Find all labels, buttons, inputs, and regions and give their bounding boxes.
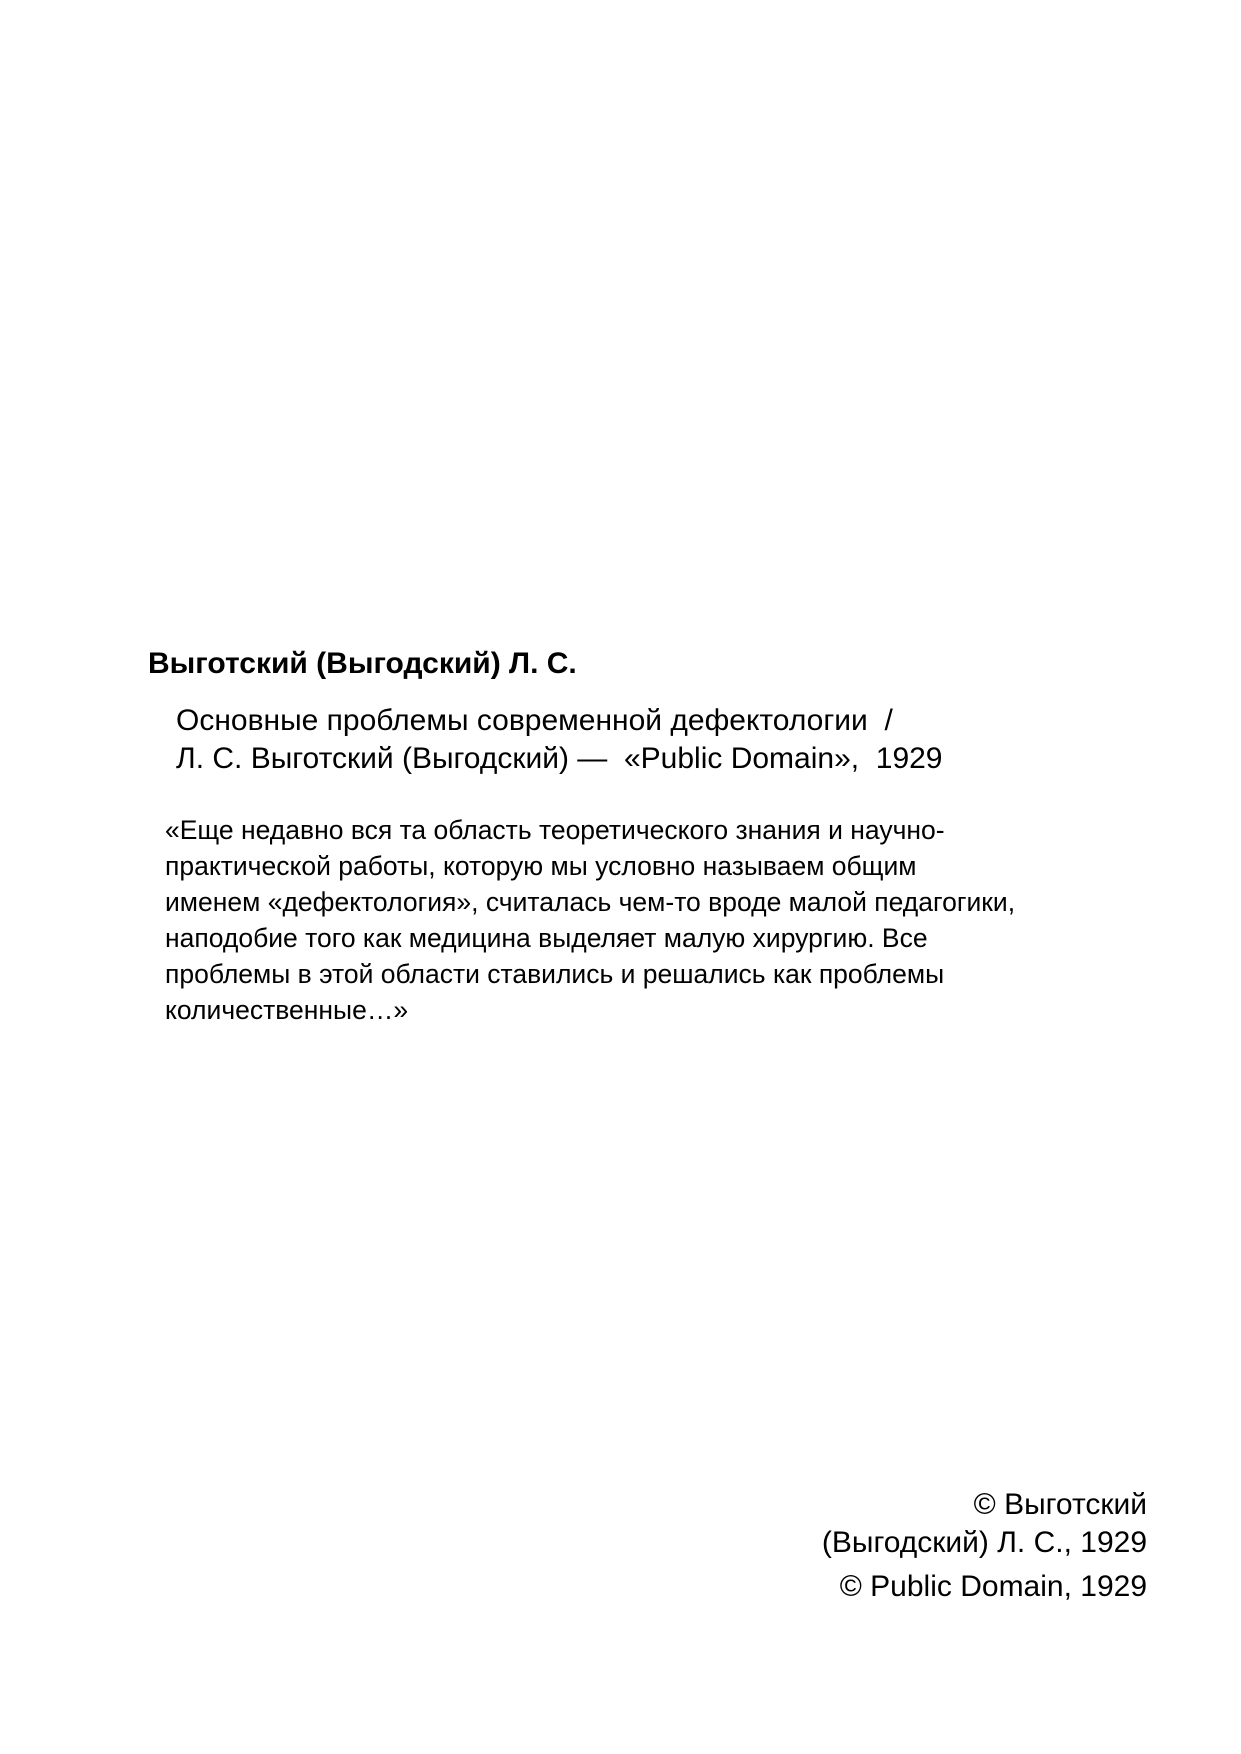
- annotation-line: количественные…»: [165, 995, 409, 1025]
- bibliographic-author-line: [176, 740, 943, 778]
- annotation-text: [165, 812, 1155, 1028]
- bibliographic-author-text: Л. С. Выготский (Выгодский) — «Public Domain», 1929: [176, 742, 943, 775]
- bibliographic-title-text: Основные проблемы современной дефектологии /: [176, 704, 893, 737]
- annotation-line: «Еще недавно вся та область теоретического знания и научно-: [165, 815, 945, 845]
- annotation-line: проблемы в этой области ставились и решались как проблемы: [165, 959, 945, 989]
- copyright-publisher-line: © Public Domain, 1929: [839, 1570, 1147, 1603]
- annotation-line: практической работы, которую мы условно называем общим: [165, 851, 917, 881]
- annotation-line: именем «дефектология», считалась чем-то вроде малой педагогики,: [165, 887, 1016, 917]
- copyright-notice: [822, 1486, 1147, 1606]
- copyright-author-year-line: (Выгодский) Л. С., 1929: [821, 1526, 1147, 1559]
- copyright-author-line: © Выготский: [973, 1488, 1147, 1521]
- author-heading: Выготский (Выгодский) Л. С.: [148, 647, 577, 680]
- annotation-line: наподобие того как медицина выделяет малую хирургию. Все: [165, 923, 928, 953]
- bibliographic-record: [176, 702, 943, 778]
- bibliographic-title-line: [176, 702, 943, 740]
